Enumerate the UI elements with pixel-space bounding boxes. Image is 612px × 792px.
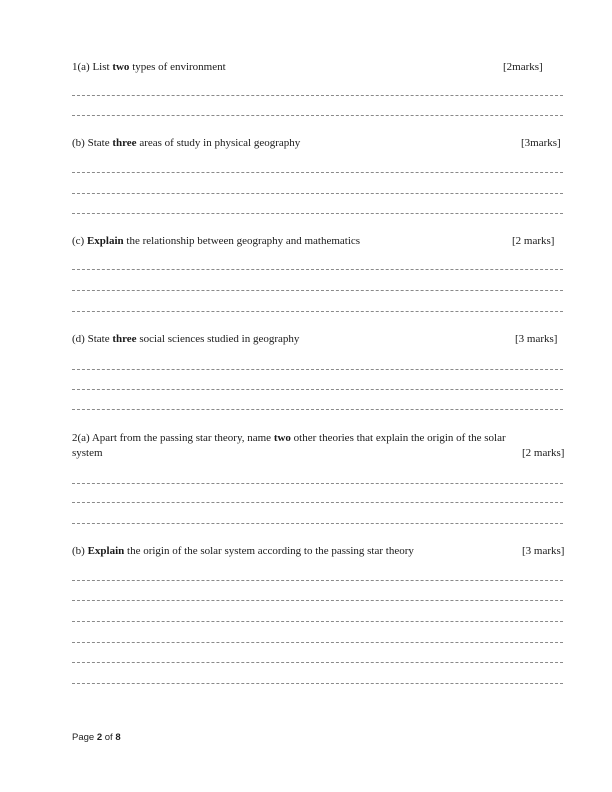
answer-line[interactable]: [72, 290, 563, 291]
answer-line[interactable]: [72, 662, 563, 663]
question-2a-continued: system: [72, 447, 103, 459]
question-text: 2(a) Apart from the passing star theory, name: [72, 432, 274, 444]
answer-line[interactable]: [72, 311, 563, 312]
answer-line[interactable]: [72, 269, 563, 270]
question-keyword: three: [112, 137, 137, 149]
question-1d: [72, 333, 299, 346]
answer-line[interactable]: [72, 193, 563, 194]
marks-label: [3 marks]: [515, 333, 558, 345]
marks-label: [3marks]: [521, 137, 561, 149]
answer-line[interactable]: [72, 580, 563, 581]
question-2a: [72, 432, 506, 445]
question-text: (c): [72, 235, 87, 247]
answer-line[interactable]: [72, 523, 563, 524]
question-text: (b) State: [72, 137, 113, 149]
page-total: 8: [115, 732, 121, 743]
question-keyword: Explain: [86, 235, 124, 247]
answer-line[interactable]: [72, 213, 563, 214]
answer-line[interactable]: [72, 621, 563, 622]
question-text: the relationship between geography and mathematics: [123, 235, 361, 247]
page-current: 2: [96, 732, 103, 743]
question-1a: [72, 61, 226, 74]
page-number: [72, 732, 121, 743]
marks-label: [2marks]: [503, 61, 543, 73]
question-keyword: Explain: [87, 545, 125, 557]
answer-line[interactable]: [72, 172, 563, 173]
marks-label: [2 marks]: [512, 235, 555, 247]
question-keyword: two: [273, 432, 291, 444]
answer-line[interactable]: [72, 600, 563, 601]
answer-line[interactable]: [72, 502, 563, 503]
page-of: of: [102, 732, 116, 743]
question-1b: [72, 137, 300, 150]
answer-line[interactable]: [72, 683, 563, 684]
question-text: social sciences studied in geography: [136, 333, 300, 345]
page-label: Page: [72, 732, 97, 743]
question-text: (b): [72, 545, 88, 557]
question-text: the origin of the solar system according to the passing star theory: [124, 545, 414, 557]
question-text: types of environment: [129, 61, 226, 73]
answer-line[interactable]: [72, 389, 563, 390]
question-text: (d) State: [72, 333, 113, 345]
question-keyword: two: [112, 61, 130, 73]
question-text: other theories that explain the origin of the solar: [290, 432, 506, 444]
marks-label: [3 marks]: [522, 545, 565, 557]
question-1c: [72, 235, 360, 248]
answer-line[interactable]: [72, 483, 563, 484]
marks-label: [2 marks]: [522, 447, 565, 459]
question-text: areas of study in physical geography: [136, 137, 301, 149]
answer-line[interactable]: [72, 369, 563, 370]
question-keyword: three: [112, 333, 137, 345]
answer-line[interactable]: [72, 115, 563, 116]
answer-line[interactable]: [72, 409, 563, 410]
question-2b: [72, 545, 414, 558]
answer-line[interactable]: [72, 642, 563, 643]
question-text: 1(a) List: [72, 61, 113, 73]
answer-line[interactable]: [72, 95, 563, 96]
